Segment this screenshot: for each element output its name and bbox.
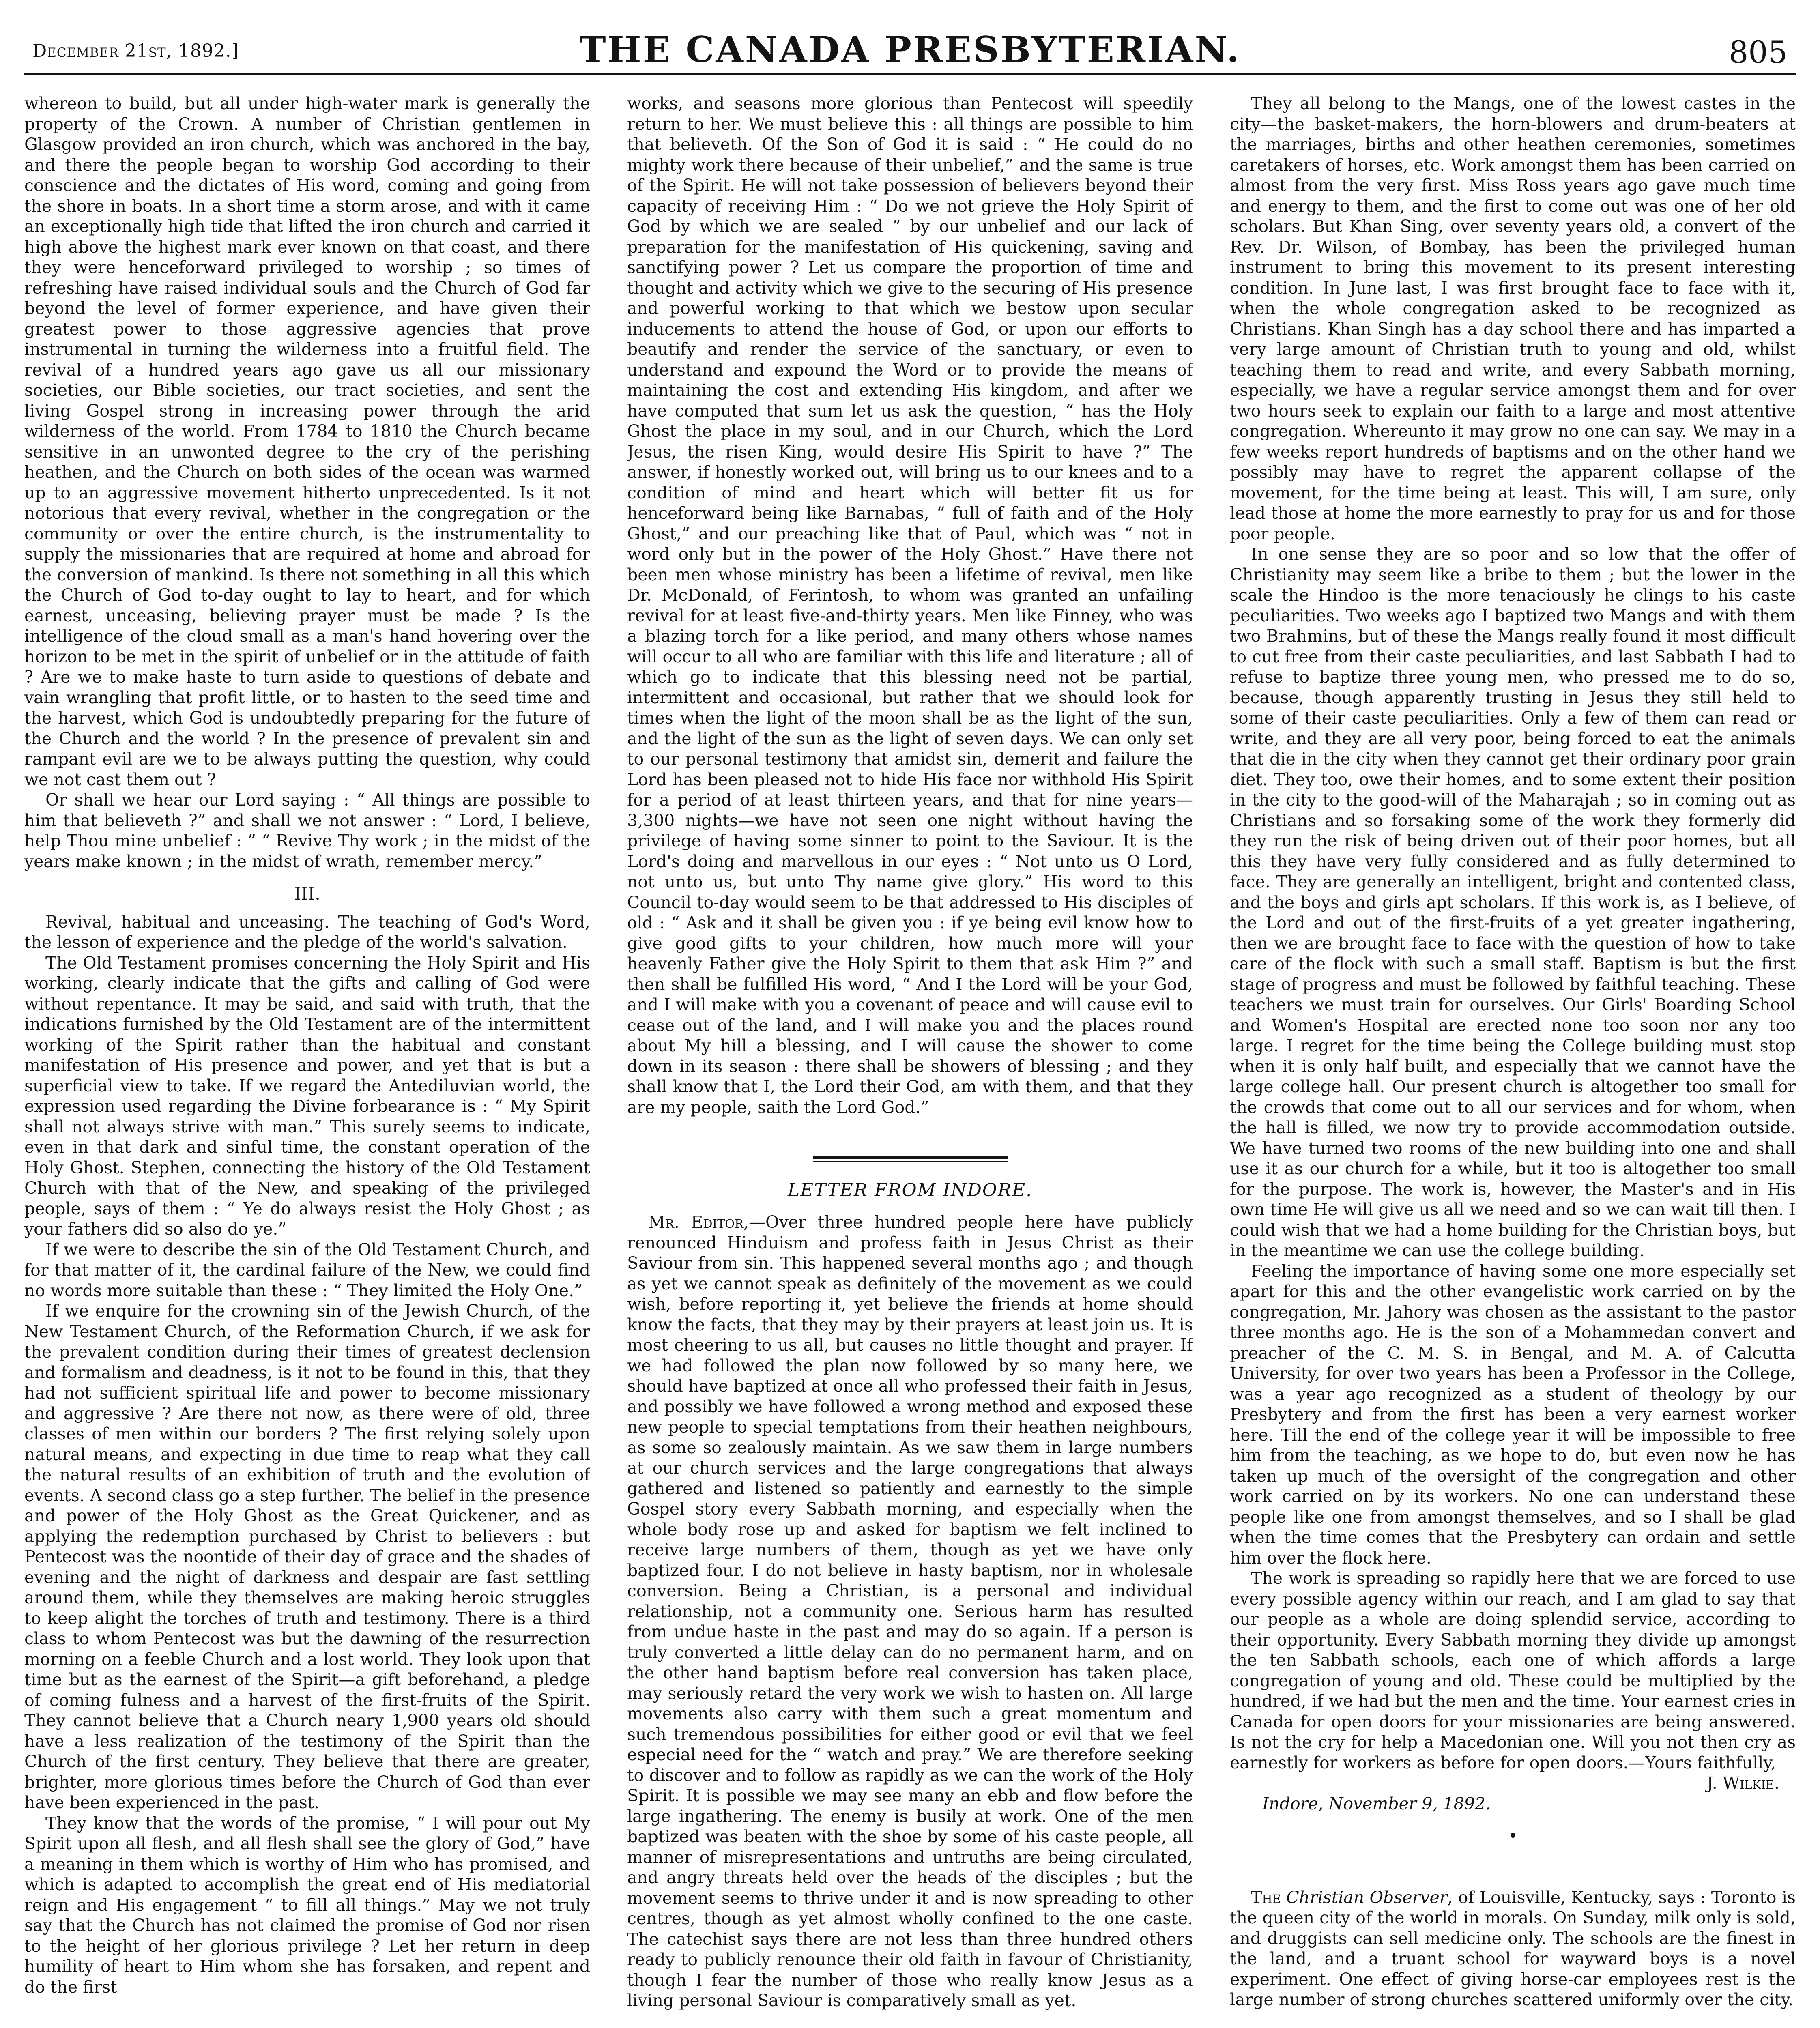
separator-dot	[1230, 1822, 1796, 1843]
column-3	[1230, 93, 1796, 2028]
section-number: III.	[294, 884, 320, 904]
paragraph: The work is spreading so rapidly here that we are forced to use every possible agency within our reach, and I am glad to say that our people as a whole are doing splendid service, according to their opportunity. Every Sabbath morning they divide up amongst the ten Sabbath schools, each one of which affords a large congregation of young and old. These could be multiplied by the hundred, if we had but the men and the time. Your earnest cries in Canada for open doors for your missionaries are being answered. Is not the cry for help a Macedonian one. Will you not then cry as earnestly for workers as before for open doors.—Yours faithfully,	[1230, 1568, 1796, 1772]
page-number: 805	[1728, 34, 1788, 70]
newspaper-title: THE CANADA PRESBYTERIAN.	[579, 28, 1241, 71]
paragraph-text: , of Louisville, Kentucky, says : Toronto is the queen city of the world in morals. On Sunday, milk only is sold, and druggists can sell medicine only. The schools are the finest in the land, and a truant school for wayward boys is a novel experiment. One effect of giving horse-car employees rest is the large number of strong churches scattered uniformly over the city.	[1230, 1887, 1796, 2009]
column-1	[24, 93, 590, 2028]
paragraph	[1230, 1887, 1796, 2010]
publication-name: Christian Observer	[1286, 1887, 1448, 1907]
paragraph: The Old Testament promises concerning the Holy Spirit and His working, clearly indicate that the gifts and calling of God were without repentance. It may be said, and said with truth, that the indications furnished by the Old Testament are of the intermittent working of the Spirit rather than the habitual and constant manifestation of His presence and power, and yet that is but a superficial view to take. If we regard the Antediluvian world, the expression used regarding the Divine forbearance is : “ My Spirit shall not always strive with man.” This surely seems to indicate, even in that dark and sinful time, the constant operation of the Holy Ghost. Stephen, connecting the history of the Old Testament Church with that of the New, and speaking of the privileged people, says of them : “ Ye do always resist the Holy Ghost ; as your fathers did so also do ye.”	[24, 953, 590, 1239]
paragraph: Revival, habitual and unceasing. The teaching of God's Word, the lesson of experience and the pledge of the world's salvation.	[24, 912, 590, 952]
paragraph: whereon to build, but all under high-water mark is generally the property of the Crown. A number of Christian gentlemen in Glasgow provided an iron church, which was anchored in the bay, and there the people began to worship God according to their conscience and the dictates of His word, coming and going from the shore in boats. In a short time a storm arose, and with it came an exceptionally high tide that lifted the iron church and carried it high above the highest mark ever known on that coast, and there they were henceforward privileged to worship ; so times of refreshing have raised individual souls and the Church of God far beyond the level of former experience, and have given their greatest power to those aggressive agencies that prove instrumental in turning the wilderness into a fruitful field. The revival of a hundred years ago gave us all our missionary societies, our Bible societies, our tract societies, and sent the living Gospel strong in increasing power through the arid wilderness of the world. From 1784 to 1810 the Church became sensitive in an unwonted degree to the cry of the perishing heathen, and the Church on both sides of the ocean was warmed up to an aggressive movement hitherto unprecedented. Is it not notorious that every revival, whether in the congregation or the community or over the entire church, is the instrumentality to supply the missionaries that are required at home and abroad for the conversion of mankind. Is there not something in all this which the Church of God to-day ought to lay to heart, and for which earnest, unceasing, believing prayer must be made ? Is the intelligence of the cloud small as a man's hand hovering over the horizon to be met in the spirit of unbelief or in the attitude of faith ? Are we to make haste to turn aside to questions of debate and vain wrangling that profit little, or to hasten to the seed time and the harvest, which God is undoubtedly preparing for the future of the Church and the world ? In the presence of prevalent sin and rampant evil are we to be always putting the question, why could we not cast them out ?	[24, 94, 590, 789]
masthead	[24, 16, 1796, 75]
paragraph: If we enquire for the crowning sin of the Jewish Church, of the New Testament Church, of the Reformation Church, if we ask for the prevalent condition during their times of greatest declension and formalism and deadness, is it not to be found in this, that they had not sufficient spiritual life and power to become missionary and aggressive ? Are there not now, as there were of old, three classes of men within our borders ? The first relying solely upon natural means, and expecting in due time to reap what they call the natural results of an exhibition of truth and the evolution of events. A second class go a step further. The belief in the presence and power of the Holy Ghost as the Great Quickener, and as applying the redemption purchased by Christ to believers : but Pentecost was the noontide of their day of grace and the shades of evening and the night of darkness and despair are fast settling around them, while they themselves are making heroic struggles to keep alight the torches of truth and testimony. There is a third class to whom Pentecost was but the dawning of the resurrection morning on a feeble Church and a lost world. They look upon that time but as the earnest of the Spirit—a gift beforehand, a pledge of coming fulness and a harvest of the first-fruits of the Spirit. They cannot believe that a Church neary 1,900 years old should have a less realization of the testimony of the Spirit than the Church of the first century. They believe that there are greater, brighter, more glorious times before the Church of God than ever have been experienced in the past.	[24, 1301, 590, 1812]
paragraph: works, and seasons more glorious than Pentecost will speedily return to her. We must believe this : all things are possible to him that believeth. Of the Son of God it is said : “ He could do no mighty work there because of their unbelief,” and the same is true of the Spirit. He will not take possession of believers beyond their capacity of receiving Him : “ Do we not grieve the Holy Spirit of God by which we are sealed ” by our unbelief and our lack of preparation for the manifestation of His quickening, saving and sanctifying power ? Let us compare the proportion of time and thought and activity which we give to the securing of His presence and powerful working to that which we bestow upon secular inducements to attend the house of God, or upon our efforts to beautify and render the service of the sanctuary, or even to understand and expound the Word or to provide the means of maintaining the cost and extending His kingdom, and after we have computed that sum let us ask the question, “ has the Holy Ghost the place in my soul, and in our Church, which the Lord Jesus, the risen King, would desire His Spirit to have ?” The answer, if honestly worked out, will bring us to our knees and to a condition of mind and heart which will better fit us for henceforward being like Barnabas, “ full of faith and of the Holy Ghost,” and our preaching like that of Paul, which was “ not in word only but in the power of the Holy Ghost.” Have there not been men whose ministry has been a lifetime of revival, men like Dr. McDonald, of Ferintosh, to whom was granted an unfailing revival for at least five-and-thirty years. Men like Finney, who was a blazing torch for a like period, and many others whose names will occur to all who are familiar with this life and literature ; all of which go to indicate that this blessing need not be partial, intermittent and occasional, but rather that we should look for times when the light of the moon shall be as the light of the sun, and the light of the sun as the light of seven days. We can only set to our personal testimony that amidst sin, demerit and failure the Lord has been pleased not to hide His face nor withhold His Spirit for a period of at least thirteen years, and that for nine years—3,300 nights—we have not seen one night without having the privilege of having some sinner to point to the Saviour. It is the Lord's doing and marvellous in our eyes : “ Not unto us O Lord, not unto us, but unto Thy name give glory.” His word to this Council to-day would seem to be that addressed to His disciples of old : “ Ask and it shall be given you : if ye being evil know how to give good gifts to your children, how much more will your heavenly Father give the Holy Spirit to them that ask Him ?” and then shall be fulfilled His word, “ And I the Lord will be your God, and I will make with you a covenant of peace and will cause evil to cease out of the land, and I will make you and the places round about My hill a blessing, and I will cause the shower to come down in its season : there shall be showers of blessing ; and they shall know that I, the Lord their God, am with them, and that they are my people, saith the Lord God.”	[627, 94, 1193, 1117]
paragraph: If we were to describe the sin of the Old Testament Church, and for that matter of it, the cardinal failure of the New, we could find no words more suitable than these : “ They limited the Holy One.”	[24, 1240, 590, 1300]
paragraph	[627, 1212, 1193, 2011]
article-heading: LETTER FROM INDORE.	[787, 1179, 1033, 1201]
paragraph: They all belong to the Mangs, one of the lowest castes in the city—the basket-makers, the horn-blowers and drum-beaters at the marriages, births and other heathen ceremonies, sometimes caretakers of horses, etc. Work amongst them has been carried on almost from the very first. Miss Ross years ago gave much time and energy to them, and the first to come out was one of her old scholars. But Khan Sing, over seventy years old, a convert of the Rev. Dr. Wilson, of Bombay, has been the privileged human instrument to bring this movement to its present interesting condition. In June last, I was first brought face to face with it, when the whole congregation asked to be recognized as Christians. Khan Singh has a day school there and has imparted a very large amount of Christian truth to young and old, whilst teaching them to read and write, and every Sabbath morning, especially, we have a regular service amongst them and for over two hours seek to explain our faith to a large and most attentive congregation. Whereunto it may grow no one can say. We may in a few weeks report hundreds of baptisms and on the other hand we possibly may have to regret the apparent collapse of the movement, for the time being at least. This will, I am sure, only lead those at home the more earnestly to pray for us and for those poor people.	[1230, 94, 1796, 544]
paragraph-text: —Over three hundred people here have publicly renounced Hinduism and profess faith in Jesus Christ as their Saviour from sin. This happened several months ago ; and though as yet we cannot speak as definitely of the movement as we could wish, before reporting it, yet believe the friends at home should know the facts, that they may by their prayers at least join us. It is most cheering to us all, but causes no little thought and prayer. If we had followed the plan now followed by so many here, we should have baptized at once all who professed their faith in Jesus, and possibly we have followed a wrong method and exposed these new people to special temptations from their heathen neighbours, as some so zealously maintain. As we saw them in large numbers at our church services and the large congregations that always gathered and listened so patiently and earnestly to the simple Gospel story every Sabbath morning, and especially when the whole body rose up and asked for baptism we felt inclined to receive large numbers of them, though as yet we have only baptized four. I do not believe in hasty baptism, nor in wholesale conversion. Being a Christian, is a personal and individual relationship, not a community one. Serious harm has resulted from undue haste in the past and may do so again. If a person is truly converted a little delay can do no permanent harm, and on the other hand baptism before real conversion has taken place, may seriously retard the very work we wish to hasten on. All large movements also carry with them such a great momentum and such tremendous possibilities for either good or evil that we feel especial need for the “ watch and pray.” We are therefore seeking to discover and to follow as rapidly as we can the work of the Holy Spirit. It is possible we may see many an ebb and flow before the large ingathering. The enemy is busily at work. One of the men baptized was beaten with the shoe by some of his caste people, all manner of misrepresentations and untruths are being circulated, and angry threats held over the heads of the disciples ; but the movement seems to thrive under it and is now spreading to other centres, though as yet almost wholly confined to the one caste. The catechist says there are not less than three hundred others ready to publicly renounce their old faith in favour of Christianity, though I fear the number of those who really know Jesus as a living personal Saviour is comparatively small as yet.	[627, 1212, 1193, 2010]
dateline: Indore, November 9, 1892.	[1262, 1794, 1491, 1813]
section-divider	[627, 1146, 1193, 1167]
newspaper-page	[24, 16, 1796, 2028]
paragraph: In one sense they are so poor and so low that the offer of Christianity may seem like a bribe to them ; but the lower in the scale the Hindoo is the more tenaciously he clings to his caste peculiarities. Two weeks ago I baptized two Mangs and with them two Brahmins, but of these the Mangs really found it most difficult to cut free from their caste peculiarities, and last Sabbath I had to refuse to baptize three young men, who pressed me to do so, because, though apparently trusting in Jesus they still held to some of their caste peculiarities. Only a few of them can read or write, and they are all very poor, being forced to eat the animals that die in the city when they cannot get their ordinary poor grain diet. They too, owe their homes, and to some extent their position in the city to the good-will of the Maharajah ; so in coming out as Christians and so forsaking some of the work they formerly did they run the risk of being driven out of their poor homes, but all this they have very fully considered and as fully determined to face. They are generally an intelligent, bright and contented class, and the boys and girls apt scholars. If this work is, as I believe, of the Lord and out of the first-fruits of a yet greater ingathering, then we are brought face to face with the question of how to take care of the flock with such a small staff. Baptism is but the first stage of progress and must be followed by faithful teaching. These teachers we must train for ourselves. Our Girls' Boarding School and Women's Hospital are erected none too soon nor any too large. I regret for the time being the College building must stop when it is only half built, and especially that we cannot have the large college hall. Our present church is altogether too small for the crowds that come out to all our services and for whom, when the hall is filled, we now try to provide accommodation outside. We have turned two rooms of the new building into one and shall use it as our church for a while, but it too is altogether too small for the purpose. The work is, however, the Master's and in His own time He will give us all we need and so we can wait till then. I could wish that we had a home building for the Christian boys, but in the meantime we can use the college building.	[1230, 544, 1796, 1260]
article-columns	[24, 93, 1796, 2028]
paragraph: Feeling the importance of having some one more especially set apart for this and the other evangelistic work carried on by the congregation, Mr. Jahory was chosen as the assistant to the pastor three months ago. He is the son of a Mohammedan convert and preacher of the C. M. S. in Bengal, and M. A. of Calcutta University, for over two years has been a Professor in the College, was a year ago recognized as a student of theology by our Presbytery and from the first has been a very earnest worker here. Till the end of the college year it will be impossible to free him from the teaching, as we hope to do, but even now he has taken up much of the oversight of the congregation and other work carried on by its workers. No one can understand these people like one from amongst themselves, and so I shall be glad when the time comes that the Presbytery can ordain and settle him over the flock here.	[1230, 1261, 1796, 1568]
paragraph: Or shall we hear our Lord saying : “ All things are possible to him that believeth ?” and shall we not answer : “ Lord, I believe, help Thou mine unbelief : ” “ Revive Thy work ; in the midst of the years make known ; in the midst of wrath, remember mercy.”	[24, 790, 590, 871]
paragraph: They know that the words of the promise, “ I will pour out My Spirit upon all flesh, and all flesh shall see the glory of God,” have a meaning in them which is worthy of Him who has promised, and which is adapted to accomplish the great end of His mediatorial reign and His engagement “ to fill all things.” May we not truly say that the Church has not claimed the promise of God nor risen to the height of her glorious privilege ? Let her return in deep humility of heart to Him whom she has forsaken, and repent and do the first	[24, 1813, 590, 1997]
column-2	[627, 93, 1193, 2028]
issue-date: December 21st, 1892.]	[32, 41, 239, 61]
signature: J. Wilkie.	[1706, 1773, 1779, 1793]
lead-word: The	[1251, 1887, 1281, 1907]
salutation: Mr. Editor,	[648, 1212, 749, 1232]
